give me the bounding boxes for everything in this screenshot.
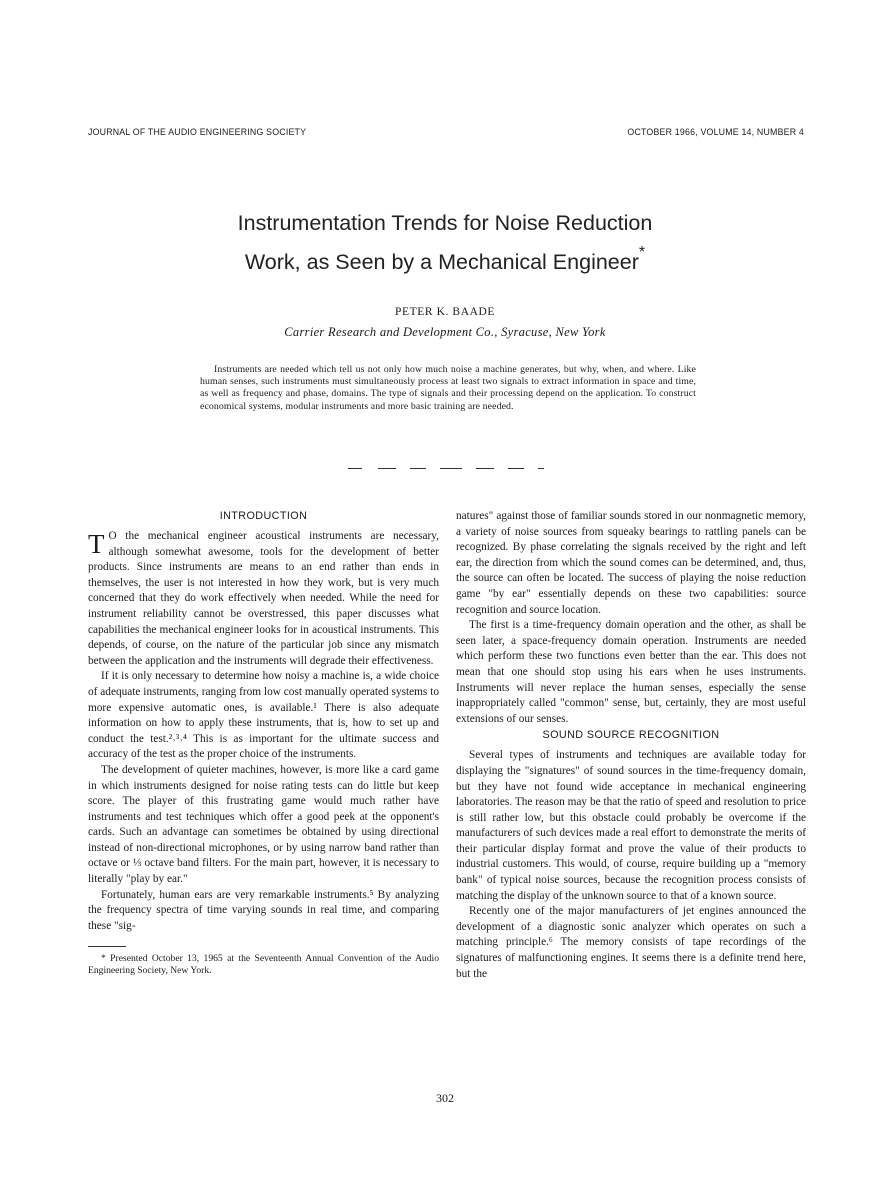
left-column (88, 509, 439, 977)
intro-paragraph-3: The development of quieter machines, however, is more like a card game in which instruments designed for noise rating tests can do little but keep score. The player of this frustrating game would much rather have instruments and test techniques which offer a good peek at the opponent's cards. Such an advantage can sometimes be obtained by using directional instead of non-directional microphones, or by using narrow band rather than octave or ⅓ octave band filters. For the main part, however, it is necessary to literally "play by ear." (88, 763, 439, 886)
abstract: Instruments are needed which tell us not only how much noise a machine generates, but why, when, and where. Like human senses, such instruments must simultaneously process at least two signals to extract information in space and time, as well as frequency and phase, domains. The type of signals and their processing depend on the application. To construct economical systems, modular instruments and more basic training are needed. (200, 364, 696, 412)
drop-cap: T (88, 529, 105, 559)
section-separator (348, 468, 548, 470)
recognition-paragraph-1: Several types of instruments and techniques are available today for displaying the "signatures" of sound sources in the time-frequency domain, but they have not found wide acceptance in mechanical engineering laboratories. The reason may be that the ratio of speed and resolution to price is still rather low, but this obstacle could probably be overcome if the manufacturers of such devices made a real effort to demonstrate the merits of their particular display format and prove the value of their products to industrial customers. This would, of course, require building up a "memory bank" of typical noise sources, because the recognition process consists of matching the display of the unknown source to that of a known source. (456, 749, 806, 902)
footnote-rule (88, 946, 126, 947)
recognition-paragraph-2: Recently one of the major manufacturers of jet engines announced the development of a diagnostic sonic analyzer which operates on such a matching principle.⁶ The memory consists of tape recordings of the signatures of malfunctioning engines. It seems there is a definite trend here, but the (456, 905, 806, 980)
intro-paragraph-5: natures" against those of familiar sounds stored in our nonmagnetic memory, a variety of noise sources from squeaky bearings to rattling panels can be recognized. By phase correlating the signals received by the right and left ear, the direction from which the sound comes can be determined, and, thus, the source can often be located. The success of playing the noise reduction game "by ear" essentially depends on these two capabilities: source recognition and source location. (456, 510, 806, 616)
author-name: PETER K. BAADE (394, 306, 496, 318)
issue-info: OCTOBER 1966, VOLUME 14, NUMBER 4 (627, 127, 804, 137)
intro-paragraph-1 (88, 529, 439, 669)
intro-paragraph-4: Fortunately, human ears are very remarkable instruments.⁵ By analyzing the frequency spectra of time varying sounds in real time, and comparing these "sig- (88, 888, 439, 932)
article-title (140, 206, 750, 279)
title-line-1: Instrumentation Trends for Noise Reduction (237, 211, 653, 235)
author-affiliation: Carrier Research and Development Co., Syracuse, New York (284, 325, 606, 339)
right-column (456, 509, 806, 982)
title-line-2 (140, 240, 750, 279)
title-footnote-mark: * (638, 244, 646, 261)
intro-paragraph-2: If it is only necessary to determine how noisy a machine is, a wide choice of adequate instruments, ranging from low cost manually operated systems to more expensive automatic ones, is available.¹ There is also adequate information on how to apply these instruments, that is, how to set up and conduct the test.²˒³˒⁴ This is as important for the ultimate success and accuracy of the test as the proper choice of the instruments. (88, 670, 439, 761)
intro-paragraph-1-text: O the mechanical engineer acoustical instruments are necessary, although somewhat awesome, tools for the development of better products. Since instruments are means to an end rather than ends in themselves, the user is not interested in how they work, but is very much concerned that they do work effectively when needed. While the need for instrument reliability cannot be overstressed, this paper discusses what capabilities the mechanical engineer looks for in acoustical instruments. This depends, of course, on the nature of the particular job since any mismatch between the application and the instruments will degrade their effectiveness. (88, 530, 439, 667)
intro-paragraph-6: The first is a time-frequency domain operation and the other, as shall be seen later, a space-frequency domain operation. Instruments are needed which perform these two functions even better than the ear. This does not mean that one should stop using his ears when he uses instruments. Instruments will never replace the human senses, especially the sense inappropriately called "common" sense, but, certainly, they are most useful extensions of our senses. (456, 619, 806, 725)
page-number: 302 (436, 1091, 454, 1105)
title-line-2-text: Work, as Seen by a Mechanical Engineer (244, 250, 639, 275)
sound-source-heading: SOUND SOURCE RECOGNITION (542, 729, 720, 742)
running-head (88, 127, 804, 141)
footnote: * Presented October 13, 1965 at the Seventeenth Annual Convention of the Audio Engineering Society, New York. (88, 953, 439, 977)
introduction-heading: INTRODUCTION (219, 510, 308, 522)
journal-name: JOURNAL OF THE AUDIO ENGINEERING SOCIETY (88, 127, 307, 137)
